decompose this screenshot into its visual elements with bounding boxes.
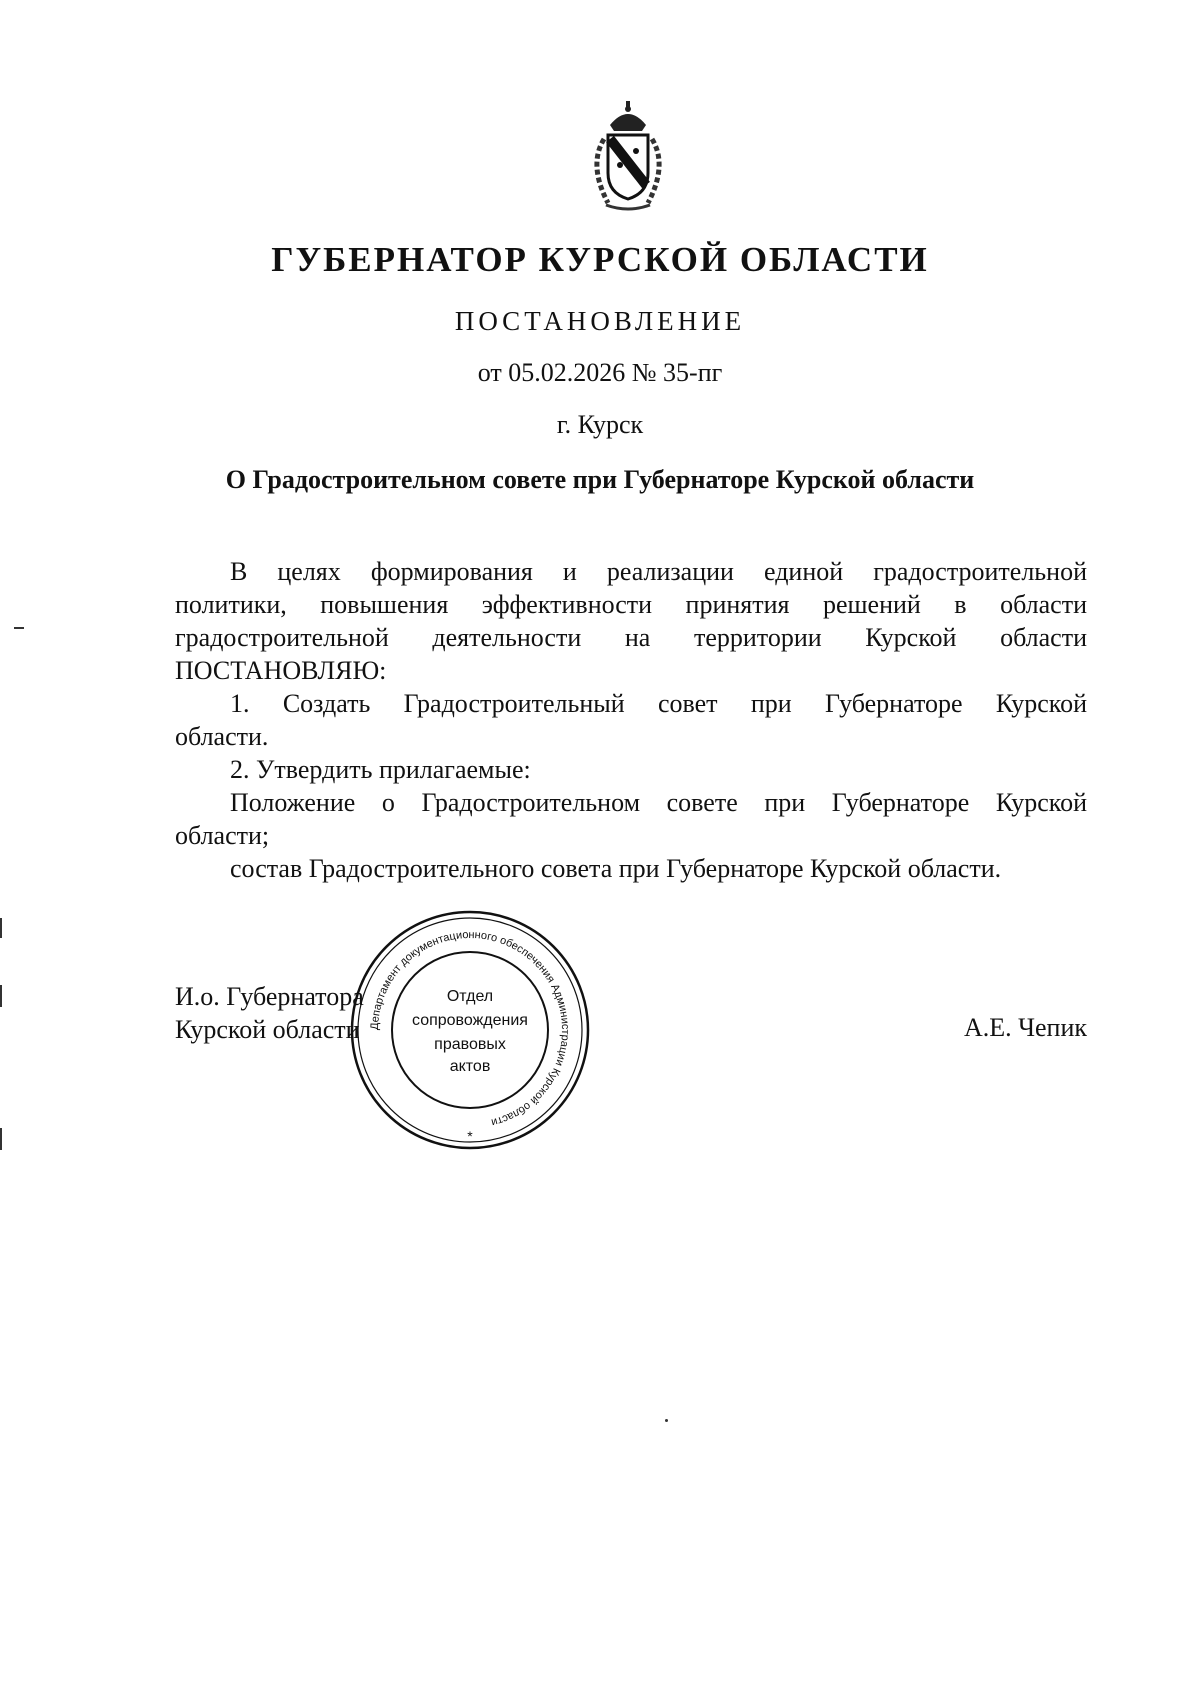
item-1-cont: области. [175,722,269,751]
item-1: 1. Создать Градостроительный совет при Губернаторе Курской [230,689,1087,718]
coat-of-arms-icon [568,95,688,215]
item-2a-cont: области; [175,821,270,850]
item-2b: состав Градостроительного совета при Губернаторе Курской области. [230,854,1002,883]
body-line: градостроительной деятельности на территории Курской области [175,623,1087,652]
signatory-name: А.Е. Чепик [963,1013,1087,1042]
document-city: г. Курск [556,410,644,439]
stamp-center-line: сопровождения [412,1012,528,1029]
scan-mark [665,1419,668,1422]
official-stamp [345,905,595,1155]
signatory-position-line: И.о. Губернатора [175,982,364,1011]
scan-mark [0,1128,2,1150]
stamp-center-line: актов [449,1058,491,1075]
signatory-position [175,980,364,1046]
svg-text:Департамент документационного: Департамент документационного обеспечения Администрации Курской области [368,928,572,1129]
scan-mark [0,918,2,938]
stamp-center-line: Отдел [446,988,494,1005]
body-line: В целях формирования и реализации единой градостроительной [230,557,1087,586]
item-2a: Положение о Градостроительном совете при Губернаторе Курской [230,788,1087,817]
scan-mark [0,985,2,1007]
signatory-position-line: Курской области [175,1015,360,1044]
document-title: О Градостроительном совете при Губернаторе Курской области [225,465,975,494]
document-type: ПОСТАНОВЛЕНИЕ [454,306,746,336]
scan-mark [14,627,24,629]
decree-word: ПОСТАНОВЛЯЮ: [175,656,387,685]
document-number-date: от 05.02.2026 № 35-пг [477,358,723,387]
body-line: политики, повышения эффективности принятия решений в области [175,590,1087,619]
document-body [175,555,1087,885]
stamp-star: * [467,1128,473,1144]
issuing-authority: ГУБЕРНАТОР КУРСКОЙ ОБЛАСТИ [271,240,929,279]
item-2: 2. Утвердить прилагаемые: [230,755,531,784]
stamp-center-line: правовых [434,1036,506,1053]
